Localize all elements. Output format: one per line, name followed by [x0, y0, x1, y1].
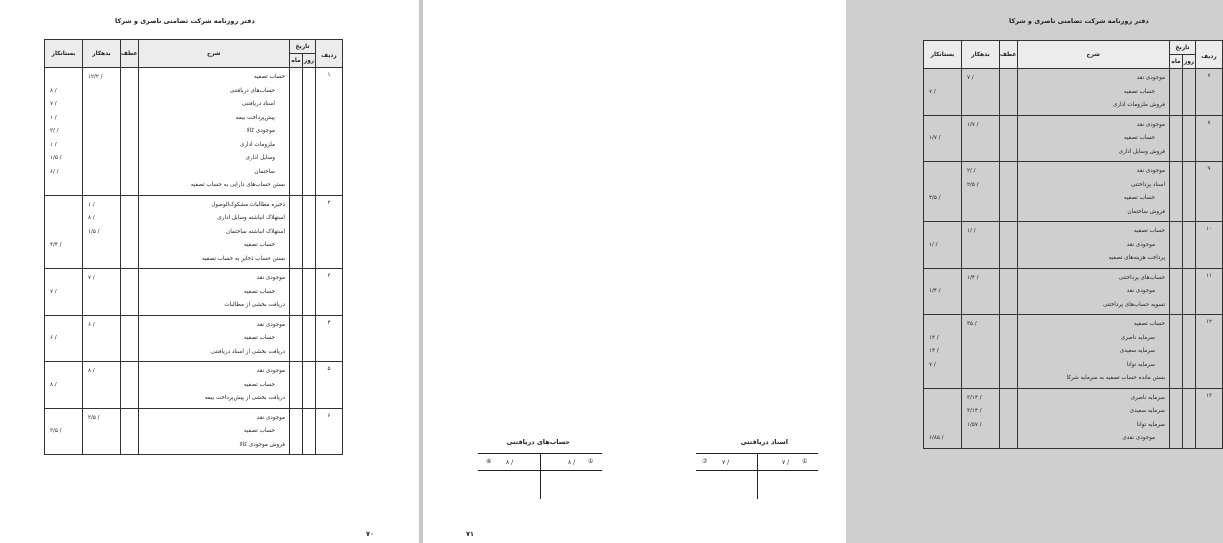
entry-debit-amount: ۸ / — [88, 215, 95, 221]
entry-debit — [83, 408, 121, 455]
journal-table — [44, 39, 343, 455]
description-line: بستن حساب‌های دارایی به حساب تصفیه — [190, 182, 285, 188]
description-line: موجودی نقد — [256, 321, 285, 328]
entry-credit-amount: ۱/۴ / — [929, 288, 941, 294]
description-line: حساب تصفیه — [1133, 321, 1165, 327]
entry-description — [138, 315, 289, 362]
description-line: حساب تصفیه — [243, 381, 275, 388]
description-line: بستن مانده حساب تصفیه به سرمایه شرکا — [1066, 375, 1165, 381]
entry-reference — [1000, 268, 1018, 315]
entry-credit-amount: ۱/ / — [929, 241, 938, 248]
description-line: دریافت بخشی از مطالبات — [224, 302, 285, 308]
t-account-debit-marker: ① — [588, 458, 594, 465]
header-credit: بستانکار — [45, 40, 83, 68]
description-line: فروش ساختمان — [1127, 208, 1165, 215]
entry-debit-amount — [88, 439, 120, 453]
entry-debit — [83, 195, 121, 269]
entry-credit-amount — [50, 392, 82, 406]
description-line: سرمایه ناصری — [1120, 334, 1155, 341]
header-debit: بدهکار — [83, 40, 121, 68]
entry-debit — [962, 69, 1000, 116]
description-line: پیش‌پرداخت بیمه — [235, 114, 275, 121]
entry-credit-amount: ۷ / — [929, 88, 936, 95]
entry-debit-amount: ۷ / — [88, 275, 95, 281]
entry-description — [1017, 162, 1169, 222]
entry-description — [138, 362, 289, 409]
description-line: حساب تصفیه — [1123, 135, 1155, 141]
entry-debit — [962, 388, 1000, 448]
entry-credit — [45, 269, 83, 316]
entry-description — [1017, 268, 1169, 315]
description-line: موجودی نقد — [1136, 121, 1165, 128]
description-line: موجودی نقد — [256, 368, 285, 374]
entry-credit-amount: ۷ / — [50, 101, 57, 107]
header-description: شرح — [1017, 41, 1169, 69]
entry-debit-amount — [967, 132, 999, 146]
entry-day — [1183, 268, 1196, 315]
entry-month — [1170, 388, 1183, 448]
entry-month — [1170, 115, 1183, 162]
t-account-credit-value: ۸ / — [506, 459, 514, 466]
description-line: حساب تصفیه — [1133, 228, 1165, 234]
description-line: حساب تصفیه — [243, 428, 275, 434]
entry-credit-amount — [929, 165, 961, 179]
entry-debit-amount: ۶ / — [88, 321, 95, 328]
header-month: ماه — [1170, 55, 1183, 69]
entry-debit-amount — [88, 286, 120, 300]
t-account-credit-marker: ⑦ — [702, 458, 708, 465]
description-line: ذخیره مطالبات مشکوک‌الوصول — [211, 201, 285, 208]
entry-month — [290, 269, 303, 316]
entry-credit-amount — [50, 299, 82, 313]
entry-debit-amount: ۱۲/۲ / — [88, 74, 103, 80]
journal-entry — [924, 388, 1223, 448]
journal-entry — [45, 195, 343, 269]
entry-credit-amount — [929, 252, 961, 266]
entry-credit-amount — [929, 206, 961, 220]
entry-credit-amount — [929, 299, 961, 313]
entry-credit-amount — [50, 199, 82, 213]
entry-credit-amount: ۶ / — [50, 335, 57, 341]
entry-day — [1183, 115, 1196, 162]
entry-credit-amount — [929, 146, 961, 160]
entry-debit-amount: ۷ / — [967, 75, 974, 81]
entry-debit — [962, 222, 1000, 269]
entry-description — [1017, 222, 1169, 269]
entry-month — [1170, 69, 1183, 116]
description-line: استهلاک انباشته وسایل اداری — [217, 215, 285, 221]
description-line: موجودی نقد — [1136, 75, 1165, 81]
entry-credit — [924, 268, 962, 315]
entry-debit-amount — [88, 179, 120, 193]
description-line: تسویه حساب‌های پرداختنی — [1102, 301, 1165, 308]
entry-month — [1170, 315, 1183, 389]
entry-month — [290, 408, 303, 455]
t-account-debit-value: ۷ / — [782, 459, 790, 466]
entry-debit-amount — [88, 392, 120, 406]
page-title: دفتر روزنامه شرکت تضامنی ناصری و شرکا — [115, 17, 255, 25]
entry-debit-amount — [88, 239, 120, 253]
journal-entry — [924, 268, 1223, 315]
journal-entry — [45, 315, 343, 362]
entry-credit-amount: ۱۴ / — [929, 348, 939, 354]
description-line: اسناد دریافتنی — [241, 101, 275, 107]
description-line: سرمایه توانا — [1126, 361, 1155, 368]
entry-day — [303, 195, 316, 269]
entry-day — [1183, 162, 1196, 222]
entry-credit-amount: ۷ / — [929, 361, 936, 368]
entry-credit-amount — [50, 346, 82, 360]
t-account-debit-marker: ① — [802, 458, 808, 465]
description-line: فروش وسایل اداری — [1118, 148, 1165, 155]
entry-debit-amount: ۳/۵ / — [88, 414, 100, 421]
header-credit: بستانکار — [924, 41, 962, 69]
entry-debit-amount — [967, 239, 999, 253]
entry-debit-amount — [967, 432, 999, 446]
header-description: شرح — [138, 40, 289, 68]
entry-debit-amount: ۴/۱۴ / — [967, 408, 982, 414]
entry-debit — [83, 315, 121, 362]
entry-month — [290, 315, 303, 362]
t-account-divider — [540, 453, 541, 499]
description-line: فروش ملزومات اداری — [1112, 102, 1165, 108]
entry-credit-amount: ۱/۵ / — [50, 155, 62, 161]
entry-credit-amount — [929, 392, 961, 406]
description-line: سرمایه توانا — [1136, 421, 1165, 428]
entry-credit-amount — [929, 405, 961, 419]
entry-reference — [121, 68, 139, 196]
entry-description — [138, 195, 289, 269]
description-line: موجودی نقد — [256, 414, 285, 421]
entry-row-number: ۵ — [316, 362, 343, 409]
entry-row-number: ۲ — [316, 195, 343, 269]
entry-debit-amount: ۲/۵ / — [967, 181, 979, 188]
entry-reference — [1000, 315, 1018, 389]
entry-debit-amount — [88, 253, 120, 267]
entry-row-number: ۱۱ — [1196, 268, 1223, 315]
entry-debit-amount — [88, 125, 120, 139]
entry-day — [1183, 315, 1196, 389]
description-line: حساب تصفیه — [253, 74, 285, 80]
header-day: روز — [303, 54, 316, 68]
entry-debit-amount — [88, 152, 120, 166]
description-line: حساب‌های دریافتنی — [229, 87, 275, 94]
entry-credit-amount — [929, 272, 961, 286]
entry-month — [290, 362, 303, 409]
header-row-number: ردیف — [1196, 41, 1223, 69]
entry-reference — [121, 408, 139, 455]
entry-debit-amount — [88, 98, 120, 112]
journal-entry — [45, 362, 343, 409]
entry-credit — [45, 195, 83, 269]
description-line: حساب تصفیه — [243, 242, 275, 248]
entry-debit-amount — [967, 252, 999, 266]
entry-description — [138, 269, 289, 316]
header-month: ماه — [290, 54, 303, 68]
entry-debit-amount — [967, 359, 999, 373]
description-line: اسناد پرداختنی — [1130, 181, 1165, 188]
entry-row-number: ۱۰ — [1196, 222, 1223, 269]
journal-entry — [924, 222, 1223, 269]
entry-credit-amount: ۸ / — [50, 87, 57, 94]
entry-debit-amount: ۱ / — [88, 201, 95, 208]
entry-credit-amount — [929, 179, 961, 193]
journal-page-right — [423, 0, 1217, 543]
entry-credit-amount — [50, 71, 82, 85]
entry-debit-amount — [88, 139, 120, 153]
entry-row-number: ۱۳ — [1196, 388, 1223, 448]
entry-debit — [83, 68, 121, 196]
entry-debit-amount — [967, 86, 999, 100]
entry-day — [303, 269, 316, 316]
entry-debit-amount: ۱/۷ / — [967, 121, 979, 128]
entry-credit — [924, 315, 962, 389]
entry-credit-amount — [929, 72, 961, 86]
description-line: دریافت بخشی از اسناد دریافتنی — [210, 348, 285, 355]
journal-table — [923, 40, 1223, 449]
entry-credit-amount: ۶/۸۵ / — [929, 435, 944, 441]
entry-description — [1017, 115, 1169, 162]
entry-row-number: ۱ — [316, 68, 343, 196]
entry-credit — [45, 68, 83, 196]
entry-debit-amount — [967, 332, 999, 346]
entry-debit — [83, 269, 121, 316]
entry-credit-amount: ۴/۴ / — [50, 242, 62, 248]
description-line: استهلاک انباشته ساختمان — [226, 228, 285, 235]
entry-row-number: ۳ — [316, 269, 343, 316]
t-account-credit-marker: ⑧ — [486, 458, 492, 465]
entry-debit-amount — [88, 379, 120, 393]
t-account-total-line — [478, 470, 602, 471]
entry-day — [303, 408, 316, 455]
entry-credit-amount — [929, 119, 961, 133]
entry-description — [1017, 315, 1169, 389]
entry-row-number: ۴ — [316, 315, 343, 362]
entry-reference — [121, 195, 139, 269]
entry-credit-amount: ۱/۷ / — [929, 135, 941, 141]
entry-credit-amount — [929, 225, 961, 239]
entry-debit-amount: ۱/۵۷ / — [967, 421, 982, 428]
entry-debit-amount: ۲/ / — [967, 168, 976, 174]
entry-day — [303, 362, 316, 409]
entry-credit-amount: ۴/۵ / — [929, 195, 941, 201]
entry-debit-amount — [967, 299, 999, 313]
header-date: تاریخ — [1170, 41, 1196, 55]
description-line: حساب‌های پرداختنی — [1118, 274, 1165, 281]
description-line: فروش موجودی کالا — [239, 441, 285, 448]
journal-entry — [924, 162, 1223, 222]
description-line: موجودی نقد — [256, 275, 285, 281]
entry-debit-amount: ۳۵ / — [967, 321, 977, 327]
description-line: موجودی نقدی — [1122, 435, 1155, 441]
entry-debit-amount — [967, 99, 999, 113]
description-line: موجودی نقد — [1126, 288, 1155, 294]
entry-credit-amount: ۱ / — [50, 114, 57, 121]
entry-debit — [962, 162, 1000, 222]
entry-debit — [962, 115, 1000, 162]
t-account-debit-value: ۸ / — [568, 459, 576, 466]
entry-month — [1170, 222, 1183, 269]
entry-debit-amount — [88, 332, 120, 346]
entry-credit-amount — [929, 99, 961, 113]
entry-debit-amount — [967, 345, 999, 359]
entry-debit-amount — [967, 146, 999, 160]
description-line: پرداخت هزینه‌های تصفیه — [1108, 255, 1165, 261]
entry-description — [138, 408, 289, 455]
entry-credit-amount — [929, 318, 961, 332]
entry-debit-amount — [967, 285, 999, 299]
entry-reference — [121, 315, 139, 362]
entry-credit-amount — [50, 179, 82, 193]
entry-credit-amount: ۳/۵ / — [50, 428, 62, 434]
t-account-credit-value: ۷ / — [722, 459, 730, 466]
header-day: روز — [1183, 55, 1196, 69]
entry-reference — [1000, 162, 1018, 222]
t-account-divider — [757, 453, 758, 499]
entry-debit — [962, 315, 1000, 389]
description-line: وسایل اداری — [245, 155, 275, 161]
entry-debit-amount — [967, 206, 999, 220]
t-account-total-line — [696, 470, 818, 471]
journal-entry — [45, 68, 343, 196]
page-number: ۷۰ — [366, 530, 374, 538]
entry-debit — [83, 362, 121, 409]
entry-credit-amount — [50, 253, 82, 267]
header-reference: عطف — [121, 40, 139, 68]
entry-month — [290, 195, 303, 269]
entry-day — [303, 68, 316, 196]
entry-reference — [1000, 388, 1018, 448]
description-line: موجودی کالا — [246, 128, 275, 134]
description-line: سرمایه سعیدی — [1129, 408, 1165, 414]
entry-credit — [924, 388, 962, 448]
entry-credit-amount: ۸ / — [50, 381, 57, 388]
entry-credit-amount: ۳/ / — [50, 128, 59, 134]
entry-day — [303, 315, 316, 362]
entry-debit-amount — [967, 192, 999, 206]
entry-month — [290, 68, 303, 196]
t-account-notes-receivable — [696, 438, 818, 503]
t-account-title: اسناد دریافتنی — [740, 438, 788, 446]
entry-credit — [924, 222, 962, 269]
journal-entry — [924, 69, 1223, 116]
entry-row-number: ۹ — [1196, 162, 1223, 222]
journal-entry — [924, 115, 1223, 162]
entry-description — [1017, 69, 1169, 116]
entry-day — [1183, 222, 1196, 269]
journal-entry — [45, 269, 343, 316]
entry-credit-amount — [50, 439, 82, 453]
entry-credit — [924, 115, 962, 162]
page-title: دفتر روزنامه شرکت تضامنی ناصری و شرکا — [1009, 17, 1149, 25]
description-line: حساب تصفیه — [243, 335, 275, 341]
entry-credit — [45, 315, 83, 362]
entry-debit-amount: ۱/۴ / — [967, 274, 979, 281]
description-line: ساختمان — [254, 168, 275, 175]
entry-row-number: ۷ — [1196, 69, 1223, 116]
t-account-title: حساب‌های دریافتنی — [506, 438, 570, 446]
entry-debit-amount — [88, 346, 120, 360]
entry-credit — [924, 69, 962, 116]
entry-credit-amount: ۱۴ / — [929, 334, 939, 341]
entry-credit-amount — [50, 412, 82, 426]
entry-reference — [1000, 69, 1018, 116]
description-line: موجودی نقد — [1136, 168, 1165, 174]
description-line: سرمایه سعیدی — [1119, 348, 1155, 354]
entry-debit-amount: ۱/ / — [967, 228, 976, 234]
entry-reference — [121, 269, 139, 316]
entry-debit-amount: ۸ / — [88, 368, 95, 374]
header-row-number: ردیف — [316, 40, 343, 68]
journal-entry — [45, 408, 343, 455]
description-line: سرمایه ناصری — [1130, 394, 1165, 401]
entry-credit-amount — [50, 365, 82, 379]
entry-credit — [924, 162, 962, 222]
entry-reference — [1000, 115, 1018, 162]
entry-row-number: ۶ — [316, 408, 343, 455]
description-line: حساب تصفیه — [243, 288, 275, 295]
entry-credit-amount: ۷ / — [50, 288, 57, 295]
journal-page-left — [0, 0, 419, 543]
journal-entry — [924, 315, 1223, 389]
description-line: موجودی نقد — [1126, 241, 1155, 248]
description-line: حساب تصفیه — [1123, 88, 1155, 95]
entry-debit-amount: ۱/۵ / — [88, 228, 100, 235]
description-line: ملزومات اداری — [239, 141, 275, 148]
entry-month — [1170, 162, 1183, 222]
entry-credit-amount: ۱ / — [50, 141, 57, 148]
entry-credit-amount — [50, 212, 82, 226]
entry-debit-amount — [88, 299, 120, 313]
entry-credit-amount — [50, 226, 82, 240]
entry-debit-amount — [88, 425, 120, 439]
entry-debit-amount: ۳/۱۴ / — [967, 394, 982, 401]
description-line: حساب تصفیه — [1123, 195, 1155, 201]
entry-description — [138, 68, 289, 196]
description-line: دریافت بخشی از پیش‌پرداخت بیمه — [204, 395, 285, 401]
entry-credit-amount: ۶/ / — [50, 168, 59, 175]
entry-debit — [962, 268, 1000, 315]
entry-credit-amount — [50, 319, 82, 333]
entry-day — [1183, 388, 1196, 448]
header-date: تاریخ — [290, 40, 316, 54]
header-debit: بدهکار — [962, 41, 1000, 69]
entry-reference — [1000, 222, 1018, 269]
entry-month — [1170, 268, 1183, 315]
entry-debit-amount — [967, 372, 999, 386]
entry-credit-amount — [50, 272, 82, 286]
description-line: بستن حساب ذخایر به حساب تصفیه — [202, 255, 285, 262]
entry-row-number: ۸ — [1196, 115, 1223, 162]
entry-day — [1183, 69, 1196, 116]
entry-debit-amount — [88, 85, 120, 99]
entry-reference — [121, 362, 139, 409]
header-reference: عطف — [1000, 41, 1018, 69]
entry-credit — [45, 362, 83, 409]
entry-description — [1017, 388, 1169, 448]
entry-debit-amount — [88, 112, 120, 126]
t-account-receivables — [478, 438, 602, 503]
entry-credit-amount — [929, 419, 961, 433]
entry-credit — [45, 408, 83, 455]
entry-row-number: ۱۲ — [1196, 315, 1223, 389]
entry-debit-amount — [88, 166, 120, 180]
page-number: ۷۱ — [466, 530, 474, 538]
entry-credit-amount — [929, 372, 961, 386]
